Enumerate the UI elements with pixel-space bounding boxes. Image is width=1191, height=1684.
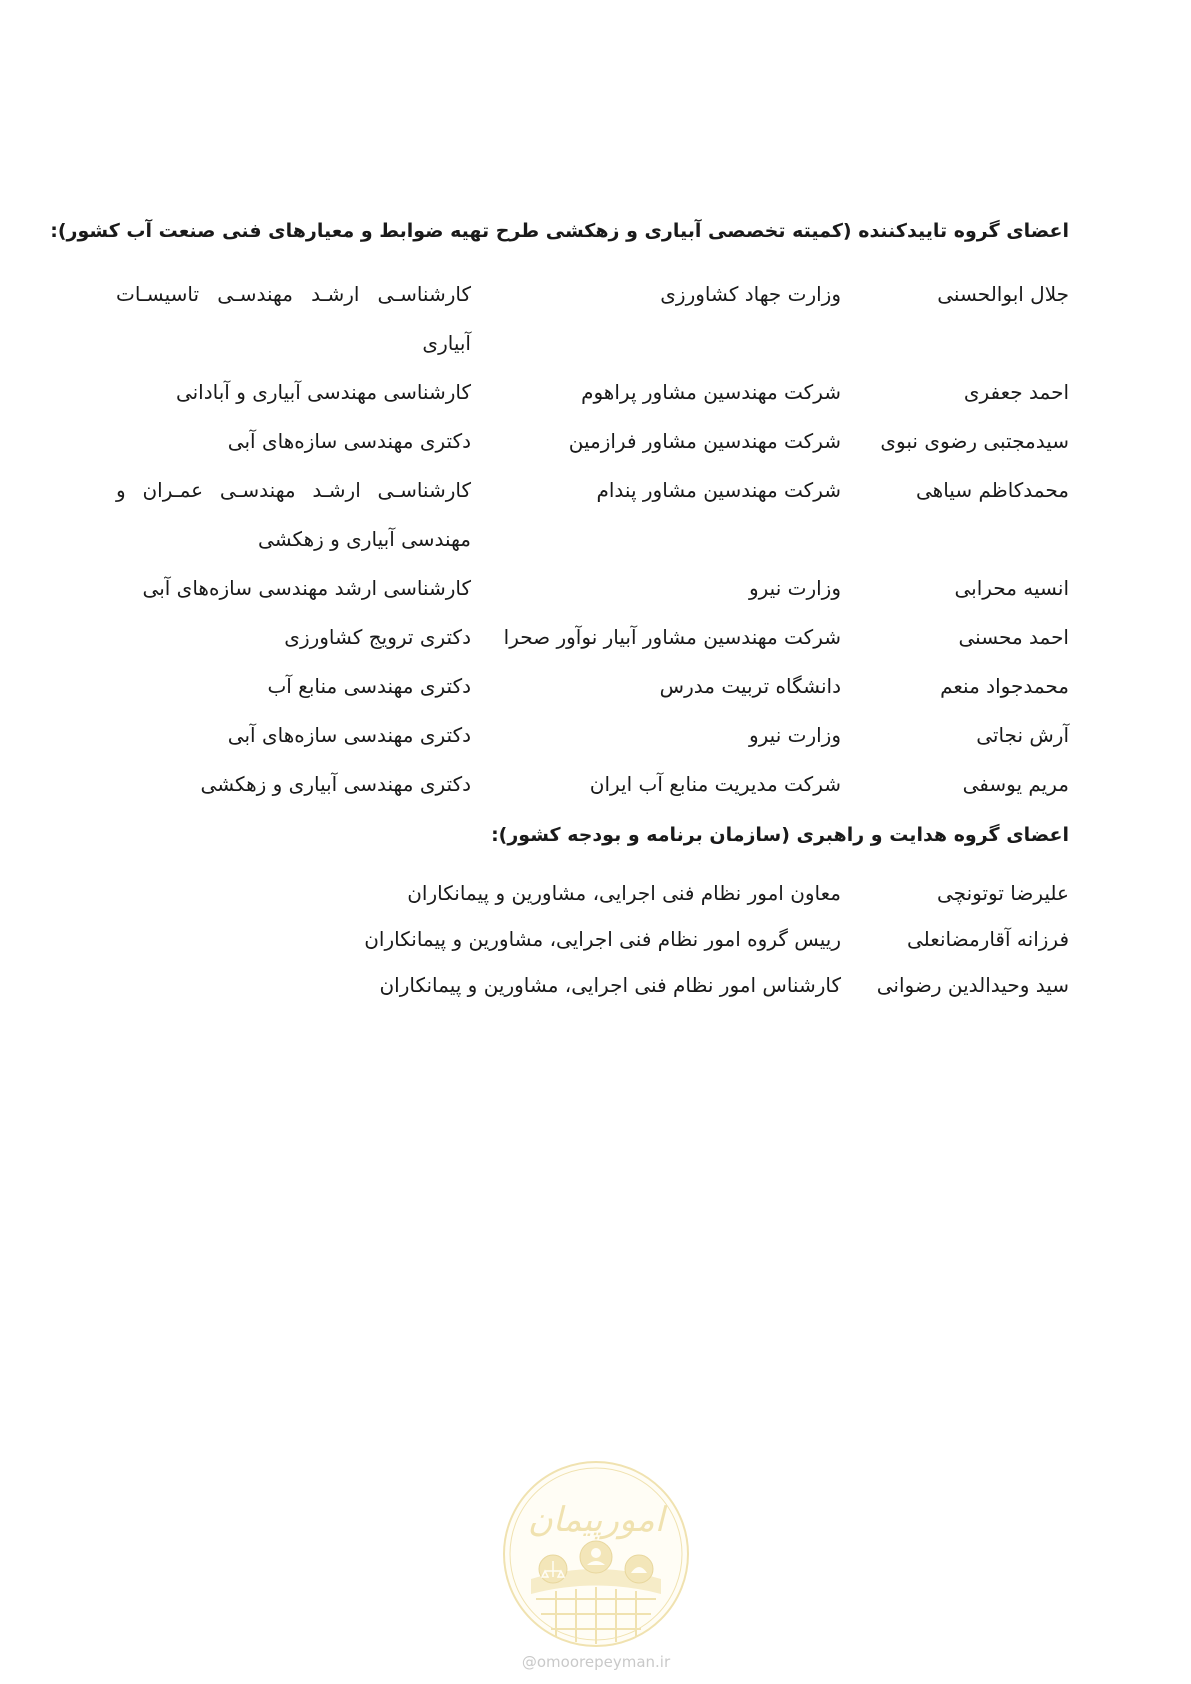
- member-degree: کارشناسـی ارشـد مهندسـی تاسیسـات آبیاری: [116, 282, 471, 355]
- table-row: [109, 458, 1069, 556]
- member-name: سیدمجتبی رضوی نبوی: [880, 429, 1069, 453]
- table-row: [109, 703, 1069, 752]
- table-row: [109, 360, 1069, 409]
- guidance-group-heading: اعضای گروه هدایت و راهبری (سازمان برنامه و بودجه کشور):: [491, 824, 1069, 846]
- table-row: [109, 605, 1069, 654]
- table-row: [109, 262, 1069, 360]
- member-name: احمد جعفری: [963, 380, 1069, 404]
- member-name: آرش نجاتی: [976, 723, 1069, 747]
- table-row: [109, 916, 1069, 962]
- member-degree: دکتری مهندسی سازه‌های آبی: [227, 723, 471, 747]
- member-name: فرزانه آقارمضانعلی: [907, 927, 1069, 951]
- member-organization: شرکت مهندسین مشاور فرازمین: [568, 429, 841, 453]
- member-role: رییس گروه امور نظام فنی اجرایی، مشاورین و پیمانکاران: [364, 927, 841, 951]
- guidance-members-table: [109, 870, 1069, 1008]
- member-degree: کارشناسی مهندسی آبیاری و آبادانی: [175, 380, 471, 404]
- watermark-logo-icon: [501, 1459, 691, 1649]
- table-row: [109, 556, 1069, 605]
- table-row: [109, 962, 1069, 1008]
- table-row: [109, 654, 1069, 703]
- member-role: کارشناس امور نظام فنی اجرایی، مشاورین و پیمانکاران: [379, 973, 841, 997]
- member-organization: دانشگاه تربیت مدرس: [659, 674, 841, 698]
- member-degree: دکتری مهندسی سازه‌های آبی: [227, 429, 471, 453]
- table-row: [109, 409, 1069, 458]
- member-organization: وزارت نیرو: [748, 576, 841, 600]
- member-degree: دکتری مهندسی منابع آب: [267, 674, 471, 698]
- member-organization: وزارت جهاد کشاورزی: [660, 282, 841, 306]
- member-organization: شرکت مدیریت منابع آب ایران: [589, 772, 841, 796]
- member-degree: دکتری مهندسی آبیاری و زهکشی: [200, 772, 471, 796]
- watermark-logo-text: امورپیمان: [527, 1500, 665, 1540]
- watermark-url: @omoorepeyman.ir: [521, 1653, 671, 1671]
- member-name: مریم یوسفی: [962, 772, 1069, 796]
- approval-members-table: [109, 262, 1069, 801]
- member-role: معاون امور نظام فنی اجرایی، مشاورین و پیمانکاران: [407, 881, 841, 905]
- member-name: سید وحیدالدین رضوانی: [876, 973, 1069, 997]
- member-degree: کارشناسـی ارشـد مهندسـی عمـران و مهندسی آبیاری و زهکشی: [116, 478, 471, 551]
- member-name: جلال ابوالحسنی: [937, 282, 1069, 306]
- member-degree: کارشناسی ارشد مهندسی سازه‌های آبی: [142, 576, 471, 600]
- member-name: انسیه محرابی: [954, 576, 1069, 600]
- member-degree: دکتری ترویج کشاورزی: [284, 625, 471, 649]
- table-row: [109, 752, 1069, 801]
- member-organization: شرکت مهندسین مشاور آبیار نوآور صحرا: [503, 625, 841, 649]
- table-row: [109, 870, 1069, 916]
- member-name: علیرضا توتونچی: [936, 881, 1069, 905]
- member-name: احمد محسنی: [958, 625, 1069, 649]
- member-organization: شرکت مهندسین مشاور پراهوم: [581, 380, 841, 404]
- member-organization: وزارت نیرو: [748, 723, 841, 747]
- member-name: محمدکاظم سیاهی: [916, 478, 1069, 502]
- approval-group-heading: اعضای گروه تاییدکننده (کمیته تخصصی آبیاری و زهکشی طرح تهیه ضوابط و معیارهای فنی صنعت آب کشور):: [50, 220, 1069, 242]
- member-name: محمدجواد منعم: [940, 674, 1069, 698]
- member-organization: شرکت مهندسین مشاور پندام: [596, 478, 841, 502]
